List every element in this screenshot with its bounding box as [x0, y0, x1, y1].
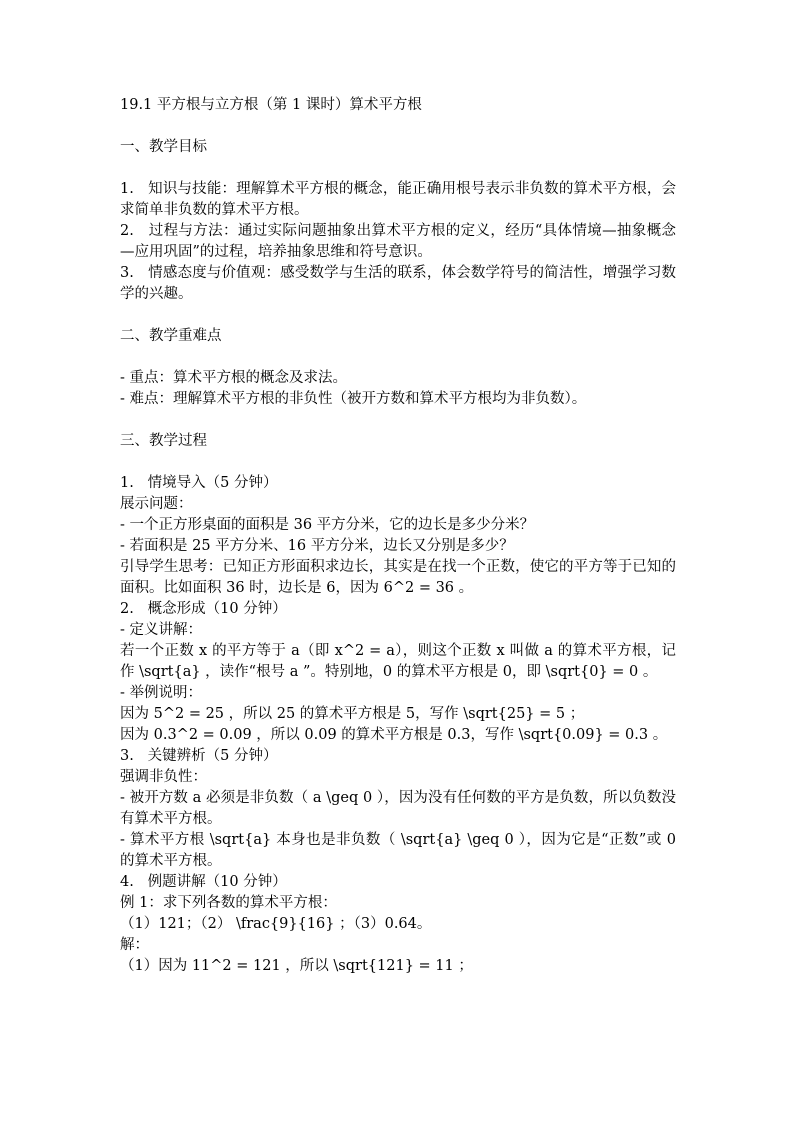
process-line: - 一个正方形桌面的面积是 36 平方分米，它的边长是多少分米？ — [120, 517, 535, 533]
process-line: 展示问题： — [120, 496, 193, 512]
process-line: - 定义讲解： — [120, 622, 203, 638]
process-line: - 举例说明： — [120, 685, 203, 701]
process-line: （1）因为 11^2 = 121 ，所以 \sqrt{121} = 11 ； — [120, 958, 473, 974]
process-line: - 算术平方根 \sqrt{a} 本身也是非负数（ \sqrt{a} \geq 0 ），因为它是“正数”或 0 的算术平方根。 — [120, 832, 681, 869]
spacer — [120, 116, 676, 137]
process-subheading: 3. 关键辨析（5 分钟） — [120, 748, 278, 764]
objective-item: 2. 过程与方法：通过实际问题抽象出算术平方根的定义，经历“具体情境—抽象概念—应用巩固”的过程，培养抽象思维和符号意识。 — [120, 223, 676, 260]
process-line: 解： — [120, 937, 149, 953]
document-page — [120, 95, 681, 977]
process-line: （1）121；（2） \frac{9}{16} ；（3）0.64。 — [120, 916, 432, 932]
process-line: 因为 5^2 = 25 ，所以 25 的算术平方根是 5，写作 \sqrt{25} = 5 ； — [120, 706, 585, 722]
section-heading-process: 三、教学过程 — [120, 433, 207, 449]
spacer — [120, 158, 676, 179]
section-heading-objectives: 一、教学目标 — [120, 139, 207, 155]
document-title: 19.1 平方根与立方根（第 1 课时）算术平方根 — [120, 97, 422, 113]
objective-item: 3. 情感态度与价值观：感受数学与生活的联系，体会数学符号的简洁性，增强学习数学的兴趣。 — [120, 265, 676, 302]
process-subheading: 1. 情境导入（5 分钟） — [120, 475, 278, 491]
process-subheading: 2. 概念形成（10 分钟） — [120, 601, 287, 617]
process-line: 强调非负性： — [120, 769, 207, 785]
spacer — [120, 452, 676, 473]
process-line: 引导学生思考：已知正方形面积求边长，其实是在找一个正数，使它的平方等于已知的面积。比如面积 36 时，边长是 6，因为 6^2 = 36 。 — [120, 559, 676, 596]
spacer — [120, 347, 676, 368]
key-point-item: - 难点：理解算术平方根的非负性（被开方数和算术平方根均为非负数）。 — [120, 391, 587, 407]
key-point-item: - 重点：算术平方根的概念及求法。 — [120, 370, 348, 386]
process-line: 因为 0.3^2 = 0.09 ，所以 0.09 的算术平方根是 0.3，写作 \sqrt{0.09} = 0.3 。 — [120, 727, 668, 743]
process-line: 例 1：求下列各数的算术平方根： — [120, 895, 337, 911]
process-line: - 若面积是 25 平方分米、16 平方分米，边长又分别是多少？ — [120, 538, 514, 554]
process-line: - 被开方数 a 必须是非负数（ a \geq 0 ），因为没有任何数的平方是负数，所以负数没有算术平方根。 — [120, 790, 676, 827]
objective-item: 1. 知识与技能：理解算术平方根的概念，能正确用根号表示非负数的算术平方根，会求简单非负数的算术平方根。 — [120, 181, 676, 218]
section-heading-key-points: 二、教学重难点 — [120, 328, 222, 344]
spacer — [120, 305, 676, 326]
process-subheading: 4. 例题讲解（10 分钟） — [120, 874, 287, 890]
spacer — [120, 410, 676, 431]
process-line: 若一个正数 x 的平方等于 a（即 x^2 = a），则这个正数 x 叫做 a 的算术平方根，记作 \sqrt{a} ，读作“根号 a ”。特别地，0 的算术平方根是 0，即 \sqrt{0} = 0 。 — [120, 643, 676, 680]
